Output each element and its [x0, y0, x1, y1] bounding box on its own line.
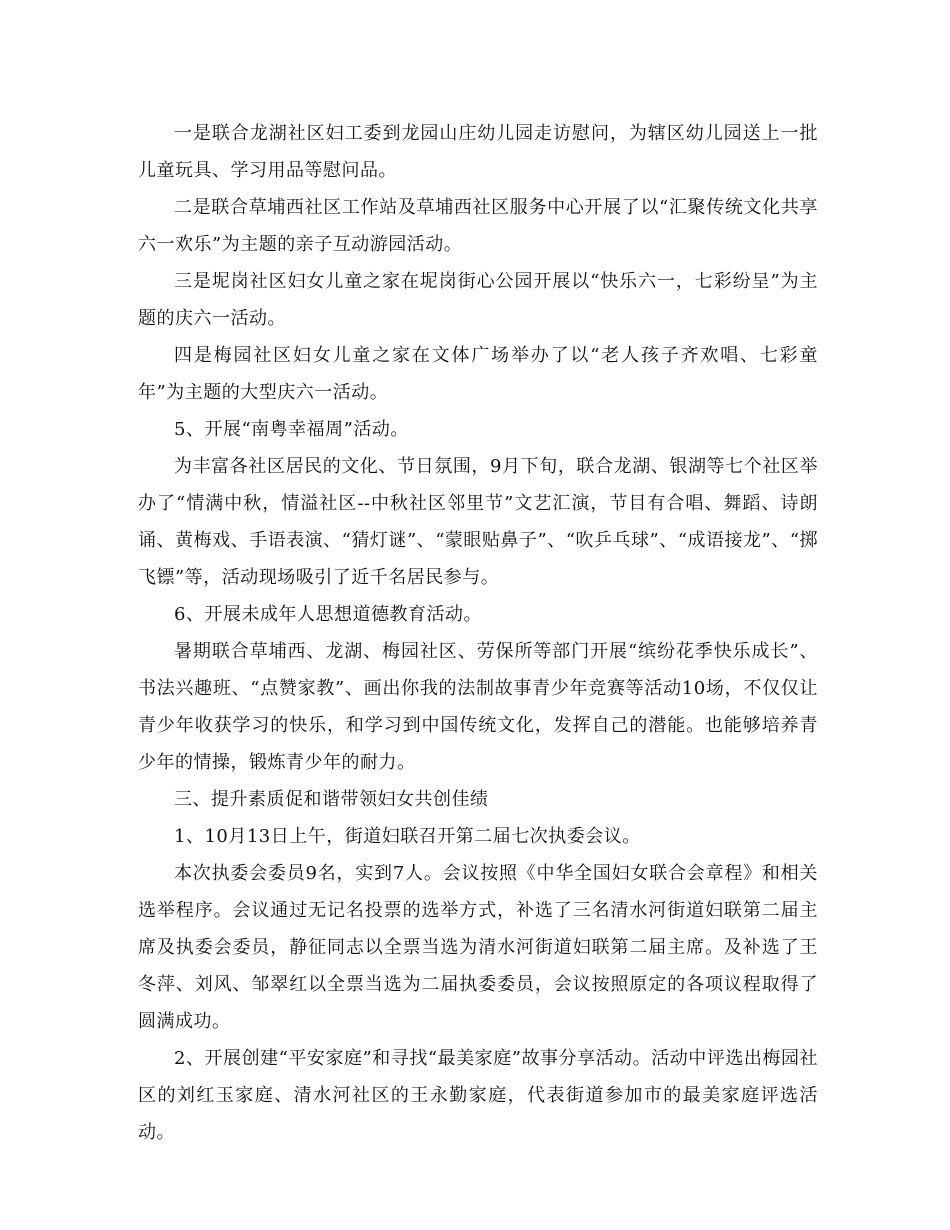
section-heading: 1、10月13日上午，街道妇联召开第二届七次执委会议。 — [174, 826, 641, 847]
paragraph: 二是联合草埔西社区工作站及草埔西社区服务中心开展了以“汇聚传统文化共享六一欢乐”为主题的亲子互动游园活动。 — [138, 197, 818, 255]
section-heading: 6、开展未成年人思想道德教育活动。 — [174, 604, 482, 625]
paragraph: 本次执委会委员9名，实到7人。会议按照《中华全国妇女联合会章程》和相关选举程序。会议通过无记名投票的选举方式，补选了三名清水河街道妇联第二届主席及执委会委员，静征同志以全票当选为清水河街道妇联第二届主席。及补选了王冬萍、刘风、邹翠红以全票当选为二届执委委员，会议按照原定的各项议程取得了圆满成功。 — [138, 863, 818, 1032]
section-heading: 5、开展“南粤幸福周”活动。 — [174, 419, 409, 440]
paragraph: 四是梅园社区妇女儿童之家在文体广场举办了以“老人孩子齐欢唱、七彩童年”为主题的大型庆六一活动。 — [138, 345, 818, 403]
section-heading: 三、提升素质促和谐带领妇女共创佳绩 — [174, 789, 489, 810]
paragraph: 三是坭岗社区妇女儿童之家在坭岗街心公园开展以“快乐六一，七彩纷呈”为主题的庆六一活动。 — [138, 271, 818, 329]
paragraph: 为丰富各社区居民的文化、节日氛围，9月下旬，联合龙湖、银湖等七个社区举办了“情满中秋，情溢社区--中秋社区邻里节”文艺汇演，节目有合唱、舞蹈、诗朗诵、黄梅戏、手语表演、“猜灯谜”、“蒙眼贴鼻子”、“吹乒乓球”、“成语接龙”、“掷飞镖”等，活动现场吸引了近千名居民参与。 — [138, 456, 818, 588]
paragraph: 2、开展创建“平安家庭”和寻找“最美家庭”故事分享活动。活动中评选出梅园社区的刘红玉家庭、清水河社区的王永勤家庭，代表街道参加市的最美家庭评选活动。 — [138, 1048, 818, 1143]
document-body — [138, 115, 818, 1151]
paragraph: 一是联合龙湖社区妇工委到龙园山庄幼儿园走访慰问，为辖区幼儿园送上一批儿童玩具、学习用品等慰问品。 — [138, 123, 818, 181]
paragraph: 暑期联合草埔西、龙湖、梅园社区、劳保所等部门开展“缤纷花季快乐成长”、书法兴趣班、“点赞家教”、画出你我的法制故事青少年竞赛等活动10场，不仅仅让青少年收获学习的快乐，和学习到中国传统文化，发挥自己的潜能。也能够培养青少年的情操，锻炼青少年的耐力。 — [138, 641, 818, 773]
